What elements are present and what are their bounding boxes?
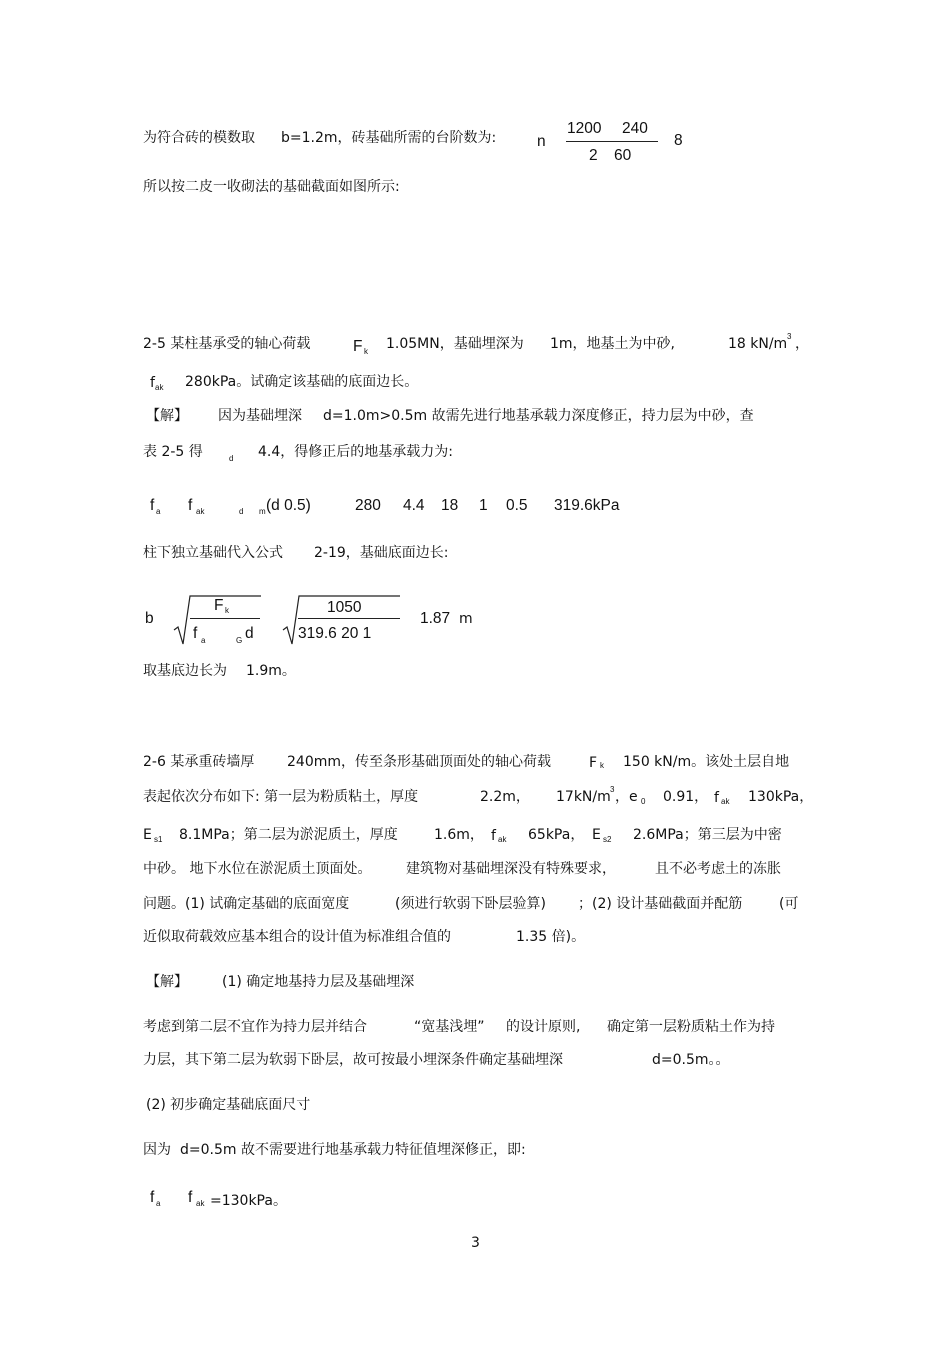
p25-solution-tag: 【解】 <box>146 408 188 424</box>
p26-l5b: (须进行软弱下卧层验算) <box>395 896 546 912</box>
p26-l2d: ，e <box>615 789 638 805</box>
p26-c1d: 确定第一层粉质粘土作为持 <box>607 1019 775 1035</box>
p26-l1c: 150 kN/m。该处土层自地 <box>623 754 790 770</box>
p26-l1b: 240mm，传至条形基础顶面处的轴心荷载 <box>287 754 551 770</box>
p26-l6b: 1.35 倍)。 <box>516 929 586 945</box>
p26-l4b: 建筑物对基础埋深没有特殊要求， <box>406 861 616 877</box>
p26-l4a: 中砂。 地下水位在淤泥质土顶面处。 <box>143 861 372 877</box>
p26-l3f: E <box>592 827 601 843</box>
p26-l3g: 2.6MPa；第三层为中密 <box>633 827 782 843</box>
p26-l2c: 17kN/m <box>556 789 611 805</box>
p25-b-f: f <box>193 625 198 642</box>
p25-eq-v2: 4.4 <box>403 497 425 514</box>
brick-line2: 所以按二皮一收砌法的基础截面如图所示: <box>143 179 400 195</box>
p26-l3d-sub: ak <box>498 835 507 844</box>
radical-fraction-bar-2 <box>298 618 400 619</box>
brick-line1-value: b=1.2m，砖基础所需的台阶数为: <box>281 130 497 146</box>
brick-num-a: 1200 <box>567 120 602 137</box>
p25-f: f <box>150 375 155 391</box>
p25-eq-f: f <box>150 497 155 514</box>
p26-c1a: 考虑到第二层不宜作为持力层并结合 <box>143 1019 367 1035</box>
p25-gamma-exp: 3 <box>787 332 792 341</box>
p26-solution-tag: 【解】 <box>146 974 188 990</box>
p25-sol2: 表 2-5 得 <box>143 444 203 460</box>
p26-l3c: 1.6m， <box>434 827 484 843</box>
brick-n: n <box>537 133 546 150</box>
p25-eq-f2: f <box>188 497 193 514</box>
p25-comma: ， <box>795 336 809 352</box>
p26-l2e: 0.91， <box>663 789 709 805</box>
radical-sign-1 <box>174 594 274 646</box>
p25-F-value: 1.05MN，基础埋深为 <box>386 336 524 352</box>
p26-l5d: (可 <box>779 896 799 912</box>
p25-eq-m-sub: m <box>259 507 266 516</box>
p26-l3f-sub: s2 <box>603 835 612 844</box>
p25-F: F <box>353 338 363 355</box>
p26-F-sub: k <box>600 761 604 770</box>
p26-fa: f <box>150 1189 155 1206</box>
p26-l5c: ；(2) 设计基础截面并配筋 <box>578 896 743 912</box>
p25-b-num: 1050 <box>327 599 362 616</box>
p25-b-F: F <box>214 597 224 614</box>
radical-fraction-bar-1 <box>190 618 260 619</box>
p25-b-f-sub: a <box>201 636 206 645</box>
p26-l2b: 2.2m， <box>480 789 530 805</box>
p26-s3a: 因为 <box>143 1142 171 1158</box>
p26-c1c: 的设计原则, <box>506 1019 581 1035</box>
p26-l6a: 近似取荷载效应基本组合的设计值为标准组合值的 <box>143 929 451 945</box>
brick-den-a: 2 <box>589 147 598 164</box>
p25-take-value: 1.9m。 <box>246 663 296 679</box>
p25-gamma: 18 kN/m <box>728 336 788 352</box>
p25-take: 取基底边长为 <box>143 663 227 679</box>
p25-sol1b: d=1.0m>0.5m 故需先进行地基承载力深度修正，持力层为中砂，查 <box>323 408 754 424</box>
p26-e0-sub: 0 <box>641 797 646 806</box>
p26-F: F <box>589 755 598 771</box>
p25-b-d: d <box>245 625 254 642</box>
p26-c1b: “宽基浅埋” <box>414 1019 485 1035</box>
p26-s3b: d=0.5m 故不需要进行地基承载力特征值埋深修正，即: <box>180 1142 526 1158</box>
p25-eq-v1: 280 <box>355 497 381 514</box>
p25-F-sub: k <box>364 347 368 356</box>
p25-eq-result: 319.6kPa <box>554 497 620 514</box>
p26-l2a: 表起依次分布如下: 第一层为粉质粘土，厚度 <box>143 789 419 805</box>
p26-c2a: 力层，其下第二层为软弱下卧层，故可按最小埋深条件确定基础埋深 <box>143 1052 563 1068</box>
brick-fraction-bar <box>566 141 658 142</box>
p26-fak-sub: ak <box>196 1199 205 1208</box>
p25-b-val: 1.87 <box>420 610 451 627</box>
p25-b-F-sub: k <box>225 606 229 615</box>
p25-eq-paren: (d 0.5) <box>266 497 311 514</box>
p25-eta-value: 4.4，得修正后的地基承载力为: <box>258 444 453 460</box>
p26-step2: (2) 初步确定基础底面尺寸 <box>146 1097 311 1113</box>
p26-l3a-sub: s1 <box>154 835 163 844</box>
p25-eq-a: a <box>156 507 161 516</box>
p26-l2f-sub: ak <box>721 797 730 806</box>
p26-l5a: 问题。(1) 试确定基础的底面宽度 <box>143 896 350 912</box>
brick-result: 8 <box>674 132 683 149</box>
p26-l3d: f <box>491 828 496 844</box>
p25-b-unit: m <box>459 611 473 627</box>
brick-line1-text: 为符合砖的模数取 <box>143 130 255 146</box>
p25-eq-v3: 18 <box>441 497 459 514</box>
p26-sol1: (1) 确定地基持力层及基础埋深 <box>222 974 415 990</box>
p25-f-sub: ak <box>155 383 164 392</box>
p25-b: b <box>145 610 154 627</box>
p26-l4c: 且不必考虑土的冻胀 <box>655 861 781 877</box>
p26-fak: f <box>188 1189 193 1206</box>
p26-l1a: 2-6 某承重砖墙厚 <box>143 754 255 770</box>
p26-l2g: 130kPa， <box>748 789 814 805</box>
p26-l2f: f <box>714 790 719 806</box>
p25-formula-text: 柱下独立基础代入公式 <box>143 545 283 561</box>
p26-fa-sub: a <box>156 1199 161 1208</box>
p26-l3b: 8.1MPa；第二层为淤泥质土，厚度 <box>179 827 398 843</box>
p26-c2b: d=0.5m。。 <box>652 1052 730 1068</box>
page-number: 3 <box>471 1235 480 1251</box>
p25-sol1: 因为基础埋深 <box>218 408 302 424</box>
brick-den-b: 60 <box>614 147 632 164</box>
p26-l3a: E <box>143 827 152 843</box>
p26-fak-value: =130kPa。 <box>210 1193 287 1209</box>
p25-eq-ak: ak <box>196 507 205 516</box>
p25-intro: 2-5 某柱基承受的轴心荷载 <box>143 336 311 352</box>
p25-eq-d-sub: d <box>239 507 244 516</box>
p25-depth: 1m，地基土为中砂, <box>550 336 675 352</box>
p25-eq-v5: 0.5 <box>506 497 528 514</box>
p26-l2c-exp: 3 <box>610 785 615 794</box>
p25-b-den: 319.6 20 1 <box>298 625 372 642</box>
p25-formula-ref: 2-19，基础底面边长: <box>314 545 449 561</box>
p26-l3e: 65kPa， <box>528 827 585 843</box>
brick-num-b: 240 <box>622 120 648 137</box>
p25-fak-value: 280kPa。试确定该基础的底面边长。 <box>185 374 419 390</box>
p25-eq-v4: 1 <box>479 497 488 514</box>
p25-eta-sub: d <box>229 454 234 463</box>
p25-b-G-sub: G <box>236 636 243 645</box>
